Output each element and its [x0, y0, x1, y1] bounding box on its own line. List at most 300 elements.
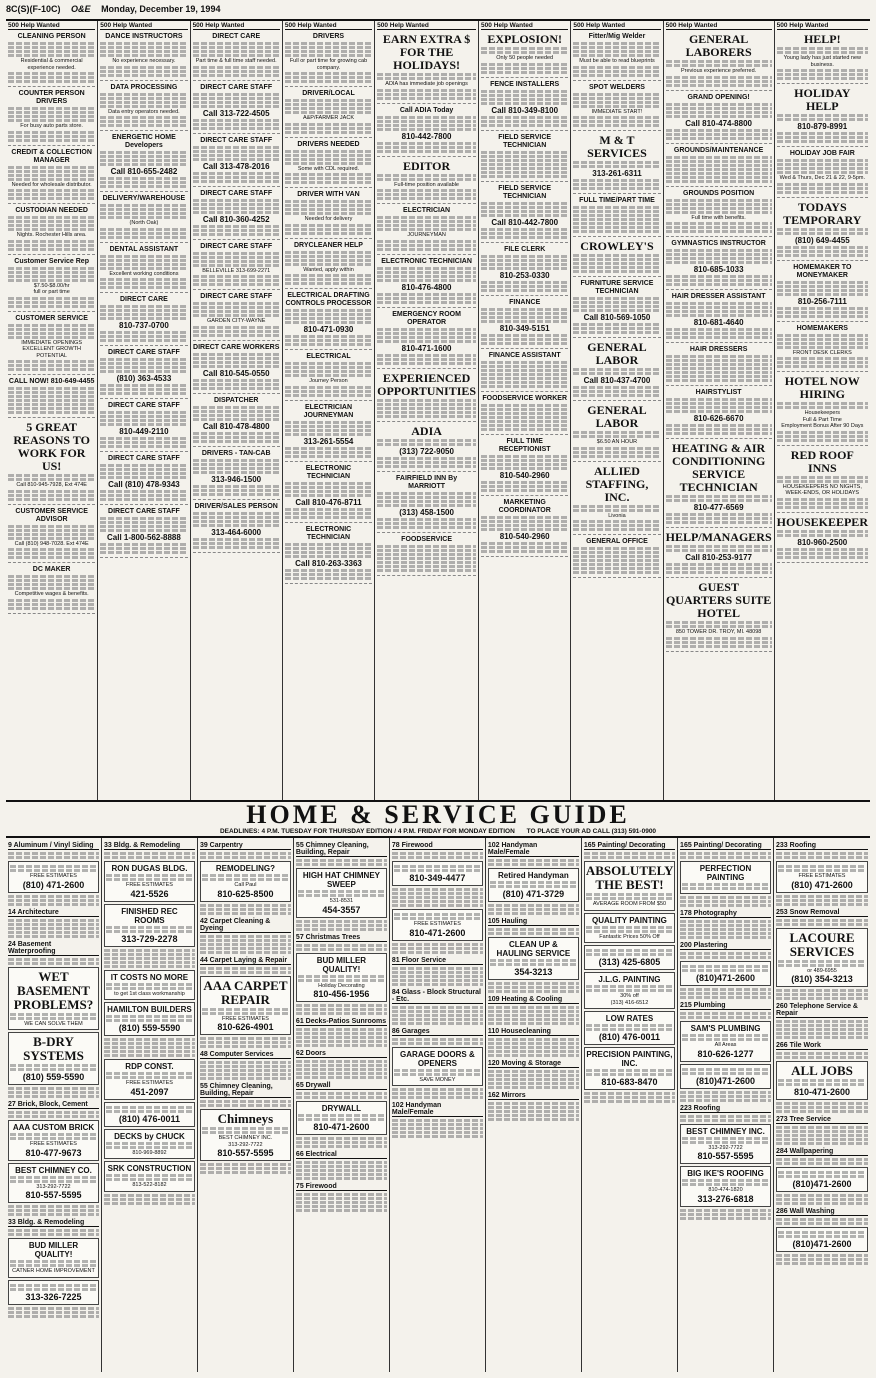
- body-text-line: [392, 1123, 483, 1126]
- body-text-line: [573, 105, 660, 108]
- body-text-line: [100, 185, 187, 188]
- body-text-line: [666, 375, 772, 378]
- service-ad: [392, 909, 483, 941]
- body-text-line: [285, 123, 372, 126]
- body-text-line: [377, 362, 476, 365]
- body-text-line: [285, 212, 372, 215]
- service-column: [582, 838, 678, 1372]
- body-text-line: [490, 959, 577, 962]
- body-text-line: [488, 1050, 579, 1053]
- body-text-line: [104, 1046, 195, 1049]
- ad-title: GROUNDS/MAINTENANCE: [673, 146, 764, 154]
- ad-title: ELECTRICIAN: [403, 207, 451, 214]
- body-text-line: [666, 160, 772, 163]
- service-ad: [776, 861, 868, 893]
- ad-title: ENERGETIC HOME Developers: [112, 134, 176, 149]
- ad-phone: 313-464-6000: [211, 527, 262, 537]
- body-text-line: [193, 436, 280, 439]
- body-text-line: [481, 481, 568, 484]
- service-category-heading: 165 Painting/ Decorating: [680, 842, 771, 850]
- service-ad-text: WE CAN SOLVE THEM: [24, 1020, 83, 1027]
- body-text-line: [193, 432, 280, 435]
- body-text-line: [296, 1060, 387, 1063]
- service-category-heading: 110 Housecleaning: [488, 1028, 579, 1036]
- body-text-line: [202, 1008, 289, 1011]
- service-ad-title: RDP CONST.: [125, 1062, 174, 1071]
- body-text-line: [296, 1205, 387, 1208]
- body-text-line: [8, 193, 95, 196]
- body-text-line: [573, 266, 660, 269]
- ad-title: DIRECT CARE STAFF: [108, 349, 180, 356]
- service-category-heading: 200 Plastering: [680, 942, 771, 950]
- classified-ad: [193, 396, 280, 447]
- service-ad-text: 313-292-7722: [708, 1144, 743, 1151]
- body-text-line: [573, 218, 660, 221]
- ad-text: full or part time: [33, 289, 70, 295]
- body-text-line: [8, 115, 95, 118]
- body-text-line: [777, 435, 868, 438]
- body-text-line: [104, 852, 195, 855]
- body-text-line: [285, 429, 372, 432]
- service-ad: [680, 1021, 771, 1062]
- ad-text: HOUSEKEEPERS NO NIGHTS, WEEK-ENDS, OR HOLIDAYS: [782, 483, 862, 496]
- body-text-line: [8, 548, 95, 551]
- body-text-line: [8, 297, 95, 300]
- body-text-line: [777, 338, 868, 341]
- body-text-line: [100, 151, 187, 154]
- body-text-line: [777, 361, 868, 364]
- body-text-line: [296, 1028, 387, 1031]
- body-text-line: [481, 361, 568, 364]
- service-ad: [104, 1129, 195, 1160]
- body-text-line: [10, 1064, 97, 1067]
- body-text-line: [777, 530, 868, 533]
- service-ad-title: RON DUGAS BLDG.: [111, 864, 188, 873]
- body-text-line: [100, 101, 187, 104]
- classified-ad: [573, 464, 660, 536]
- body-text-line: [377, 354, 476, 357]
- service-category-heading: 286 Wall Washing: [776, 1208, 868, 1216]
- service-ad-title: FINISHED REC ROOMS: [121, 906, 178, 925]
- body-text-line: [666, 517, 772, 520]
- ad-phone: 810-681-4640: [693, 318, 744, 327]
- ad-title: COUNTER PERSON DRIVERS: [18, 90, 85, 105]
- body-text-line: [481, 63, 568, 66]
- body-text-line: [193, 54, 280, 57]
- body-text-line: [666, 103, 772, 106]
- service-ad: [584, 913, 675, 944]
- body-text-line: [488, 982, 579, 985]
- body-text-line: [8, 552, 95, 555]
- ad-phone: 810-471-0930: [303, 325, 354, 334]
- body-text-line: [193, 493, 280, 496]
- body-text-line: [586, 1073, 673, 1076]
- body-text-line: [776, 1032, 868, 1035]
- body-text-line: [296, 1145, 387, 1148]
- body-text-line: [296, 1044, 387, 1047]
- body-text-line: [776, 993, 868, 996]
- body-text-line: [100, 441, 187, 444]
- body-text-line: [481, 289, 568, 292]
- body-text-line: [392, 900, 483, 903]
- body-text-line: [285, 317, 372, 320]
- body-text-line: [666, 222, 772, 225]
- body-text-line: [285, 228, 372, 231]
- classified-ad: [666, 32, 772, 91]
- body-text-line: [682, 1183, 769, 1186]
- body-text-line: [776, 1130, 868, 1133]
- classified-ad: [285, 190, 372, 239]
- body-text-line: [481, 459, 568, 462]
- ad-text: Full-time position available: [394, 181, 459, 188]
- ad-title: CLEANING PERSON: [17, 33, 86, 40]
- body-text-line: [200, 912, 291, 915]
- body-text-line: [285, 386, 372, 389]
- body-text-line: [488, 1006, 579, 1009]
- body-text-line: [392, 951, 483, 954]
- body-text-line: [10, 1180, 97, 1183]
- body-text-line: [106, 1110, 193, 1113]
- body-text-line: [481, 385, 568, 388]
- classified-ad: [666, 239, 772, 290]
- classified-ad: [285, 89, 372, 138]
- ad-title: HELP!: [803, 32, 841, 46]
- body-text-line: [100, 392, 187, 395]
- body-text-line: [296, 1173, 387, 1176]
- body-text-line: [104, 961, 195, 964]
- body-text-line: [298, 975, 385, 978]
- body-text-line: [377, 224, 476, 227]
- service-ad: [680, 1166, 771, 1207]
- body-text-line: [680, 988, 771, 991]
- body-text-line: [106, 987, 193, 990]
- body-text-line: [100, 236, 187, 239]
- body-text-line: [777, 311, 868, 314]
- body-text-line: [377, 439, 476, 442]
- service-ad-title: Retired Handyman: [498, 871, 569, 880]
- body-text-line: [573, 258, 660, 261]
- service-ad: [200, 861, 291, 902]
- ad-title: DIRECT CARE: [120, 296, 168, 303]
- body-text-line: [776, 1036, 868, 1039]
- body-text-line: [666, 129, 772, 132]
- body-text-line: [666, 107, 772, 110]
- body-text-line: [573, 555, 660, 558]
- body-text-line: [776, 1198, 868, 1201]
- body-text-line: [193, 176, 280, 179]
- body-text-line: [666, 545, 772, 548]
- body-text-line: [776, 1126, 868, 1129]
- service-ad: [584, 861, 675, 911]
- classified-ad: [100, 348, 187, 399]
- service-ad-text: (313) 416-6512: [610, 999, 649, 1006]
- body-text-line: [104, 1050, 195, 1053]
- banner-subtitle: [6, 828, 870, 835]
- body-text-line: [680, 952, 771, 955]
- body-text-line: [680, 1119, 771, 1122]
- paper-name: O&E: [71, 4, 91, 14]
- body-text-line: [10, 1264, 97, 1267]
- ad-text: Journey Person: [309, 378, 348, 384]
- body-text-line: [193, 485, 280, 488]
- body-text-line: [8, 856, 99, 859]
- body-text-line: [100, 339, 187, 342]
- body-text-line: [777, 246, 868, 249]
- body-text-line: [104, 1038, 195, 1041]
- body-text-line: [481, 424, 568, 427]
- ad-title: ELECTRICAL DRAFTING CONTROLS PROCESSOR: [285, 292, 372, 307]
- body-text-line: [193, 310, 280, 313]
- ad-phone: 810-253-0330: [499, 270, 550, 280]
- service-category-heading: 61 Decks-Patios Sunrooms: [295, 1018, 387, 1025]
- service-ad-text: BEST CHIMNEY INC.: [218, 1135, 273, 1141]
- ad-text: Needed for delivery: [304, 216, 353, 222]
- service-ad: [8, 967, 99, 1031]
- body-text-line: [106, 874, 193, 877]
- classified-ad: [100, 295, 187, 346]
- body-text-line: [193, 42, 280, 45]
- body-text-line: [392, 856, 483, 859]
- body-text-line: [481, 369, 568, 372]
- body-text-line: [200, 947, 291, 950]
- body-text-line: [296, 1141, 387, 1144]
- ad-text: Call 810-945-7928, Ext 474E: [16, 482, 87, 488]
- body-text-line: [10, 1137, 97, 1140]
- body-text-line: [680, 1209, 771, 1212]
- body-text-line: [586, 893, 673, 896]
- body-text-line: [8, 324, 95, 327]
- body-text-line: [8, 1087, 99, 1090]
- body-text-line: [392, 979, 483, 982]
- body-text-line: [377, 496, 476, 499]
- body-text-line: [777, 334, 868, 337]
- ad-title: FULL TIME RECEPTIONIST: [498, 437, 551, 453]
- body-text-line: [8, 240, 95, 243]
- body-text-line: [100, 232, 187, 235]
- body-text-line: [488, 1086, 579, 1089]
- service-category-heading: 55 Chimney Cleaning, Building, Repair: [296, 842, 387, 857]
- service-ad: [104, 1059, 195, 1100]
- body-text-line: [573, 505, 660, 508]
- body-text-line: [666, 521, 772, 524]
- body-text-line: [104, 1202, 195, 1205]
- body-text-line: [573, 547, 660, 550]
- body-text-line: [666, 275, 772, 278]
- body-text-line: [481, 159, 568, 162]
- service-ad: [200, 976, 291, 1036]
- body-text-line: [573, 97, 660, 100]
- body-text-line: [377, 557, 476, 560]
- body-text-line: [776, 852, 868, 855]
- body-text-line: [100, 313, 187, 316]
- body-text-line: [666, 279, 772, 282]
- body-text-line: [8, 387, 95, 390]
- ad-title: ADIA: [411, 423, 442, 438]
- body-text-line: [777, 159, 868, 162]
- body-text-line: [377, 403, 476, 406]
- column-heading: 500 Help Wanted: [193, 22, 280, 30]
- body-text-line: [776, 1222, 868, 1225]
- body-text-line: [392, 1096, 483, 1099]
- body-text-line: [193, 524, 280, 527]
- body-text-line: [100, 93, 187, 96]
- ad-title: DRIVERS NEEDED: [297, 140, 360, 148]
- body-text-line: [377, 73, 476, 76]
- body-text-line: [488, 990, 579, 993]
- body-text-line: [573, 270, 660, 273]
- ad-title: GENERAL LABORERS: [685, 32, 752, 59]
- body-text-line: [285, 162, 372, 165]
- service-guide-section: [6, 838, 870, 1372]
- body-text-line: [193, 199, 280, 202]
- body-text-line: [776, 997, 868, 1000]
- ad-phone: 810-471-1600: [401, 343, 452, 353]
- service-ad-phone: (810) 559-5590: [22, 1072, 85, 1082]
- body-text-line: [296, 1137, 387, 1140]
- service-category-heading: 66 Electrical: [296, 1151, 387, 1159]
- service-ad-phone: 810-626-4901: [217, 1022, 274, 1032]
- classified-ad: [100, 83, 187, 132]
- ad-phone: 810-442-7800: [401, 131, 452, 141]
- body-text-line: [8, 498, 95, 501]
- ad-phone: 810-349-5151: [499, 323, 550, 333]
- ad-phone: (810) 649-4455: [794, 235, 850, 245]
- ad-title: DIRECT CARE WORKERS: [193, 343, 280, 351]
- body-text-line: [8, 403, 95, 406]
- body-text-line: [298, 1114, 385, 1117]
- body-text-line: [777, 534, 868, 537]
- body-text-line: [8, 494, 95, 497]
- classified-ad: [377, 32, 476, 104]
- body-text-line: [481, 214, 568, 217]
- body-text-line: [777, 498, 868, 501]
- body-text-line: [296, 1008, 387, 1011]
- body-text-line: [8, 603, 95, 606]
- body-text-line: [488, 1070, 579, 1073]
- body-text-line: [377, 248, 476, 251]
- service-ad: [200, 1109, 291, 1161]
- classified-ad: [573, 133, 660, 194]
- body-text-line: [573, 101, 660, 104]
- body-text-line: [100, 263, 187, 266]
- body-text-line: [777, 307, 868, 310]
- ad-title: MARKETING COORDINATOR: [498, 498, 551, 514]
- body-text-line: [8, 224, 95, 227]
- body-text-line: [193, 463, 280, 466]
- body-text-line: [100, 309, 187, 312]
- classified-ad: [285, 403, 372, 462]
- body-text-line: [573, 254, 660, 257]
- ad-phone: Call 810-263-3363: [295, 558, 362, 568]
- body-text-line: [776, 1142, 868, 1145]
- body-text-line: [100, 419, 187, 422]
- body-text-line: [8, 1111, 99, 1114]
- body-text-line: [481, 334, 568, 337]
- body-text-line: [573, 214, 660, 217]
- body-text-line: [8, 391, 95, 394]
- column-heading: 500 Help Wanted: [377, 22, 476, 30]
- service-column: [102, 838, 198, 1372]
- service-category-heading: 78 Firewood: [392, 842, 483, 850]
- body-text-line: [104, 1194, 195, 1197]
- body-text-line: [392, 1014, 483, 1017]
- body-text-line: [285, 259, 372, 262]
- body-text-line: [298, 979, 385, 982]
- body-text-line: [666, 64, 772, 67]
- body-text-line: [777, 140, 868, 143]
- body-text-line: [573, 563, 660, 566]
- body-text-line: [285, 512, 372, 515]
- service-ad: [776, 1227, 868, 1252]
- body-text-line: [193, 127, 280, 130]
- body-text-line: [377, 89, 476, 92]
- body-text-line: [202, 1127, 289, 1130]
- body-text-line: [392, 1131, 483, 1134]
- body-text-line: [481, 428, 568, 431]
- ad-text: Full & Part Time: [802, 416, 842, 423]
- body-text-line: [100, 517, 187, 520]
- ad-text: Livonia: [608, 512, 626, 519]
- body-text-line: [392, 1135, 483, 1138]
- service-ad-phone: (810) 476-0011: [118, 1113, 180, 1124]
- body-text-line: [488, 986, 579, 989]
- body-text-line: [377, 500, 476, 503]
- service-ad: [776, 928, 868, 988]
- body-text-line: [8, 533, 95, 536]
- classified-ad: [285, 241, 372, 290]
- body-text-line: [193, 46, 280, 49]
- body-text-line: [680, 1213, 771, 1216]
- body-text-line: [777, 552, 868, 555]
- body-text-line: [285, 150, 372, 153]
- classified-ad: [8, 89, 95, 146]
- ad-text: No experience necessary.: [112, 58, 176, 64]
- service-category-heading: 14 Architecture: [8, 909, 99, 917]
- classified-ad: [193, 242, 280, 291]
- body-text-line: [573, 124, 660, 127]
- classified-ad: [8, 314, 95, 376]
- body-text-line: [777, 51, 868, 54]
- body-text-line: [377, 549, 476, 552]
- body-text-line: [777, 346, 868, 349]
- ad-title: HOLIDAY JOB FAIR: [789, 150, 855, 157]
- body-text-line: [666, 549, 772, 552]
- body-text-line: [285, 127, 372, 130]
- ad-title: GENERAL LABOR: [587, 340, 647, 367]
- body-text-line: [481, 467, 568, 470]
- body-text-line: [392, 1042, 483, 1045]
- body-text-line: [193, 306, 280, 309]
- ad-title: DANCE INSTRUCTORS: [105, 33, 183, 40]
- body-text-line: [377, 328, 476, 331]
- service-ad-title: PERFECTION PAINTING: [699, 864, 752, 882]
- service-ad-phone: 451-2097: [130, 1086, 169, 1097]
- service-column: [294, 838, 390, 1372]
- body-text-line: [377, 518, 476, 521]
- body-text-line: [285, 158, 372, 161]
- body-text-line: [285, 577, 372, 580]
- body-text-line: [777, 476, 868, 479]
- body-text-line: [377, 150, 476, 153]
- body-text-line: [100, 54, 187, 57]
- body-text-line: [285, 282, 372, 285]
- service-ad-title: SAM'S PLUMBING: [690, 1024, 761, 1033]
- service-ad-phone: (810) 471-3729: [502, 889, 565, 899]
- body-text-line: [285, 516, 372, 519]
- ad-text: Housekeepers: [804, 410, 841, 416]
- body-text-line: [481, 102, 568, 105]
- service-ad: [488, 937, 579, 980]
